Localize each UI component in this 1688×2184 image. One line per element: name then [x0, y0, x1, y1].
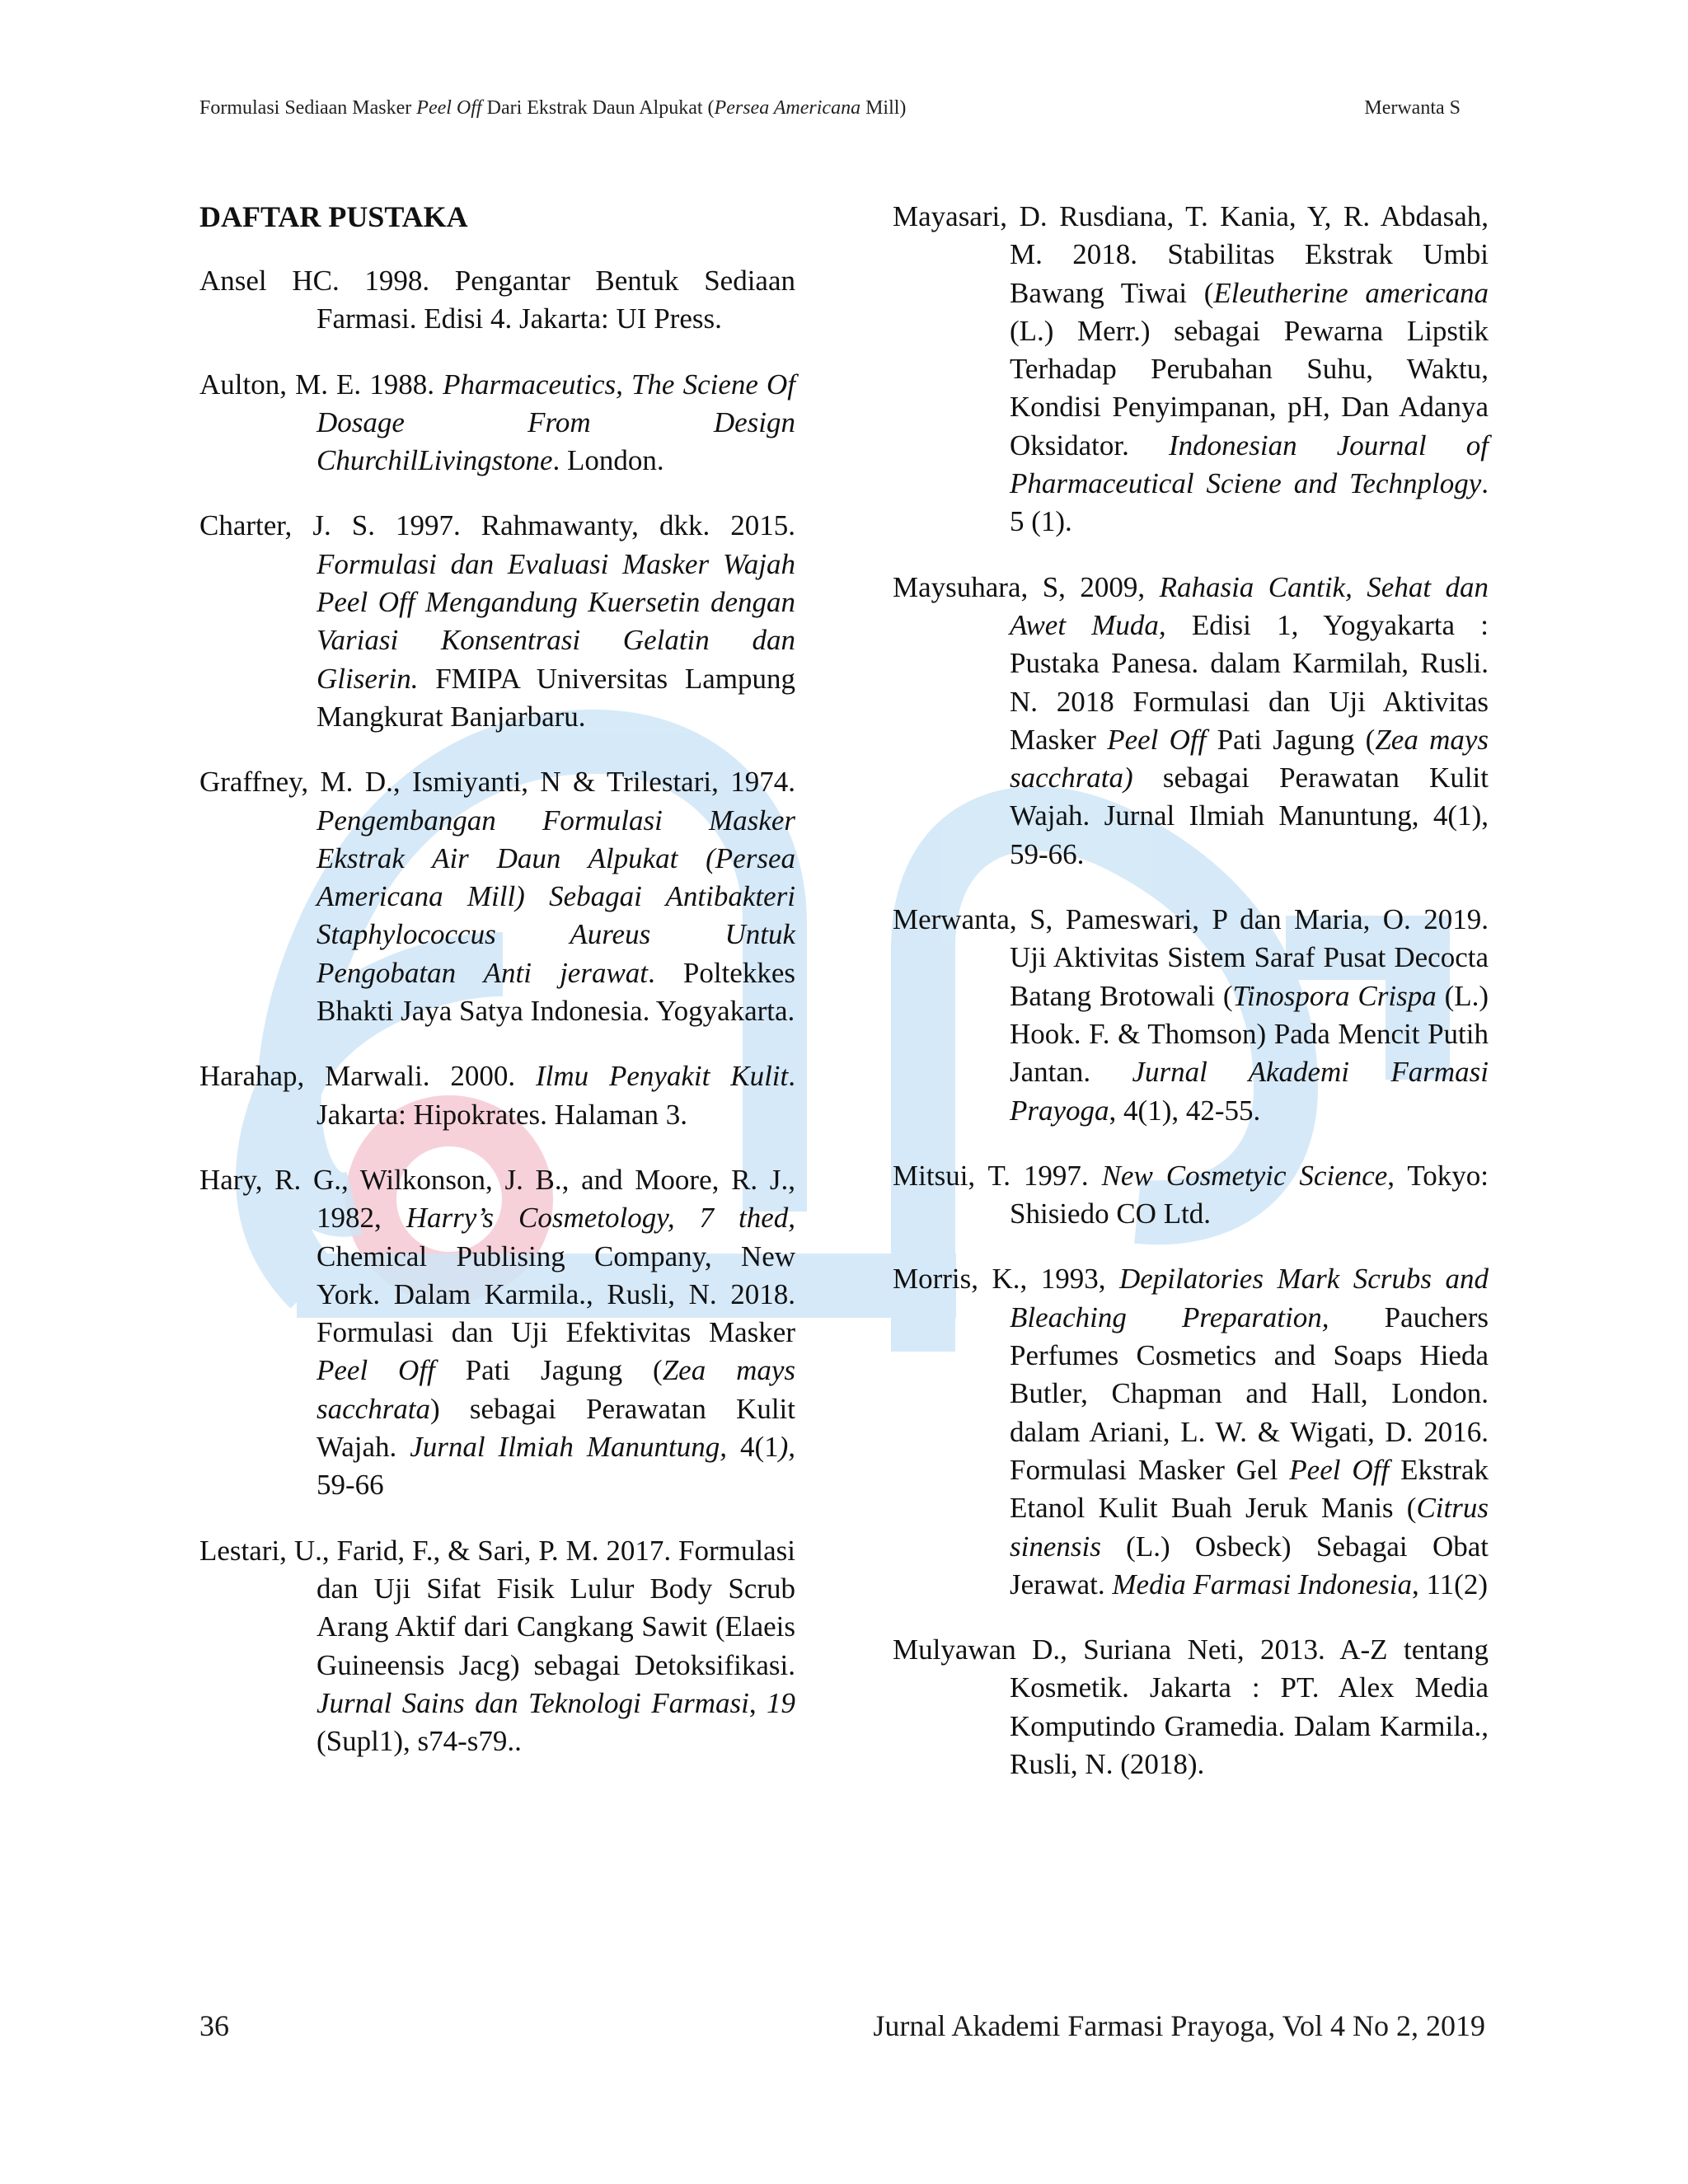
reference-entry: [893, 1157, 1489, 1234]
reference-entry: [199, 1161, 795, 1505]
reference-text: (L.) Hook. F. & Thomson) Pada Mencit Putih Jantan.: [1010, 979, 1489, 1089]
reference-text: Ilmu Penyakit Kulit: [535, 1060, 789, 1093]
reference-entry: [199, 1532, 795, 1761]
reference-text: Merwanta, S, Pameswari, P dan Maria, O. 2019. Uji Aktivitas Sistem Saraf Pusat Decocta Batang Brotowali (: [893, 903, 1489, 1012]
reference-text: Pauchers Perfumes Cosmetics and Soaps Hieda Butler, Chapman and Hall, London. dalam Ariani, L. W. & Wigati, D. 2016. Formulasi Masker Gel: [1010, 1301, 1489, 1486]
reference-text: Mayasari, D. Rusdiana, T. Kania, Y, R. Abdasah, M. 2018. Stabilitas Ekstrak Umbi Bawang Tiwai (: [893, 200, 1489, 309]
reference-text: . Jakarta: Hipokrates. Halaman 3.: [316, 1060, 796, 1131]
reference-entry: [893, 1260, 1489, 1604]
footer-journal-info: Jurnal Akademi Farmasi Prayoga, Vol 4 No 2, 2019: [873, 2009, 1485, 2042]
reference-text: Media Farmasi Indonesia: [1112, 1568, 1412, 1601]
reference-text: Depilatories Mark Scrubs and Bleaching Preparation,: [1010, 1263, 1489, 1333]
reference-text: , Tokyo: Shisiedo CO Ltd.: [1010, 1159, 1489, 1230]
reference-text: (Supl1), s74-s79..: [316, 1725, 522, 1758]
reference-text: Pengembangan Formulasi Masker Ekstrak Air Daun Alpukat (Persea Americana Mill) Sebagai Antibakteri Staphylococcus Aureus Untuk Pengobatan Anti jerawat: [316, 804, 795, 989]
reference-text: Pati Jagung (: [434, 1354, 663, 1387]
header-article-title: Formulasi Sediaan Masker Peel Off Dari Ekstrak Daun Alpukat (Persea Americana Mill): [199, 97, 907, 119]
reference-text: sebagai Perawatan Kulit Wajah. Jurnal Ilmiah Manuntung, 4(1), 59-66.: [1010, 762, 1489, 870]
reference-entry: [199, 763, 795, 1030]
reference-entry: [893, 198, 1489, 541]
reference-text: Aulton, M. E. 1988.: [199, 368, 443, 401]
reference-entry: [893, 901, 1489, 1130]
reference-text: Hary, R. G., Wilkonson, J. B., and Moore, R. J., 1982,: [199, 1163, 795, 1235]
reference-text: (L.) Merr.) sebagai Pewarna Lipstik Terhadap Perubahan Suhu, Waktu, Kondisi Penyimpanan, pH, Dan Adanya Oksidator.: [1010, 314, 1489, 462]
reference-text: Peel Off: [1107, 723, 1207, 756]
reference-entry: [893, 1631, 1489, 1783]
reference-text: Peel Off: [316, 1354, 435, 1387]
reference-text: Jurnal Sains dan Teknologi Farmasi: [316, 1686, 749, 1719]
reference-text: . London.: [552, 444, 664, 477]
reference-text: ),: [778, 1431, 796, 1464]
reference-text: Edisi 1, Yogyakarta : Pustaka Panesa. dalam Karmilah, Rusli. N. 2018 Formulasi dan Uji Aktivitas Masker: [1010, 608, 1489, 756]
reference-text: ,: [748, 1686, 767, 1719]
reference-text: Morris, K., 1993,: [893, 1263, 1119, 1296]
reference-text: 59-66: [316, 1469, 384, 1502]
reference-text: Lestari, U., Farid, F., & Sari, P. M. 2017. Formulasi dan Uji Sifat Fisik Lulur Body Scrub Arang Aktif dari Cangkang Sawit (Elaeis Guineensis Jacg) sebagai Detoksifikasi.: [199, 1534, 795, 1681]
reference-list-right: [893, 198, 1489, 1783]
section-heading: DAFTAR PUSTAKA: [199, 200, 468, 233]
reference-text: Rahasia Cantik, Sehat dan Awet Muda,: [1010, 570, 1489, 641]
reference-text: Maysuhara, S, 2009,: [893, 570, 1160, 603]
reference-text: Harry’s Cosmetology, 7 thed,: [406, 1202, 796, 1235]
reference-text: Chemical Publising Company, New York. Dalam Karmila., Rusli, N. 2018. Formulasi dan Uji Efektivitas Masker: [316, 1240, 795, 1349]
reference-entry: [199, 1057, 795, 1134]
reference-text: Jurnal Akademi Farmasi Prayoga: [1010, 1056, 1489, 1127]
reference-text: (L.) Osbeck) Sebagai Obat Jerawat.: [1010, 1530, 1489, 1601]
reference-text: Jurnal Ilmiah Manuntung,: [410, 1431, 727, 1464]
reference-text: Ansel HC. 1998. Pengantar Bentuk Sediaan Farmasi. Edisi 4. Jakarta: UI Press.: [199, 265, 795, 335]
left-column: [199, 198, 795, 1788]
reference-text: 19: [767, 1686, 796, 1719]
header-author: Merwanta S: [1364, 97, 1461, 119]
page-number: 36: [199, 2009, 229, 2042]
reference-text: FMIPA Universitas Lampung Mangkurat Banjarbaru.: [316, 662, 795, 733]
reference-text: Mitsui, T. 1997.: [893, 1159, 1102, 1192]
reference-text: Harahap, Marwali. 2000.: [199, 1060, 536, 1093]
reference-text: Peel Off: [1289, 1453, 1390, 1486]
reference-text: 4(1: [727, 1431, 779, 1464]
reference-text: Zea mays sacchrata: [316, 1354, 795, 1425]
page-footer: [199, 2008, 1485, 2050]
reference-text: Charter, J. S. 1997. Rahmawanty, dkk. 2015.: [199, 509, 795, 542]
right-column: [893, 198, 1489, 1811]
reference-text: Formulasi dan Evaluasi Masker Wajah Peel Off Mengandung Kuersetin dengan Variasi Konsentrasi Gelatin dan Gliserin.: [316, 547, 795, 695]
reference-text: Pharmaceutics, The Sciene Of Dosage From Design ChurchilLivingstone: [316, 368, 795, 477]
reference-entry: [893, 569, 1489, 874]
reference-text: Citrus sinensis: [1010, 1492, 1489, 1563]
reference-text: Graffney, M. D., Ismiyanti, N & Trilestari, 1974.: [199, 766, 795, 799]
reference-text: , 4(1), 42-55.: [1109, 1094, 1261, 1127]
reference-text: , 11(2): [1411, 1568, 1488, 1601]
reference-entry: [199, 507, 795, 736]
reference-text: Eleutherine americana: [1213, 276, 1489, 309]
reference-text: Mulyawan D., Suriana Neti, 2013. A-Z tentang Kosmetik. Jakarta : PT. Alex Media Komputindo Gramedia. Dalam Karmila., Rusli, N. (2018).: [893, 1633, 1489, 1780]
reference-entry: [199, 262, 795, 339]
reference-text: New Cosmetyic Science: [1101, 1159, 1388, 1192]
reference-text: . 5 (1).: [1010, 467, 1489, 538]
running-header: [199, 97, 1461, 130]
reference-text: ) sebagai Perawatan Kulit Wajah.: [316, 1392, 795, 1464]
reference-text: Pati Jagung (: [1206, 723, 1376, 756]
reference-text: Ekstrak Etanol Kulit Buah Jeruk Manis (: [1010, 1453, 1489, 1525]
reference-text: Zea mays sacchrata): [1010, 723, 1489, 794]
reference-text: . Poltekkes Bhakti Jaya Satya Indonesia. Yogyakarta.: [316, 956, 795, 1028]
reference-list-left: [199, 262, 795, 1760]
reference-entry: [199, 366, 795, 480]
reference-text: Tinospora Crispa: [1232, 979, 1437, 1012]
reference-text: Indonesian Journal of Pharmaceutical Sciene and Technplogy: [1010, 429, 1489, 500]
